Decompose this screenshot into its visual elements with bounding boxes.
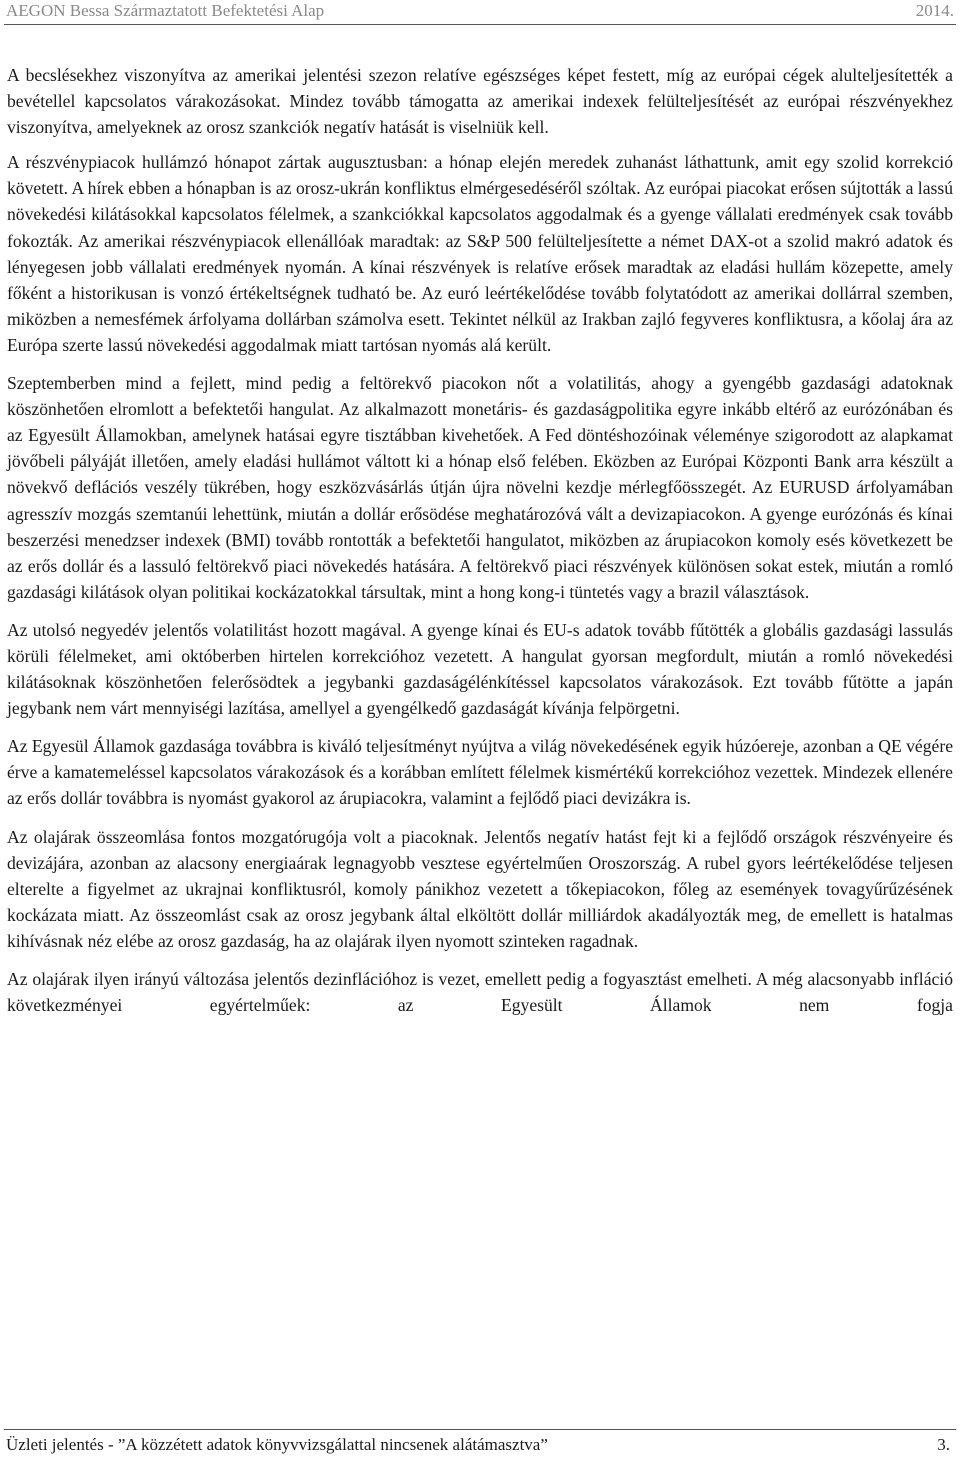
header-divider bbox=[4, 24, 956, 25]
footer-text: Üzleti jelentés - ”A közzétett adatok könyvvizsgálattal nincsenek alátámasztva” bbox=[6, 1435, 548, 1454]
header-year: 2014. bbox=[915, 1, 954, 20]
paragraph-7: Az olajárak ilyen irányú változása jelentős dezinflációhoz is vezet, emellett pedig a fogyasztást emelheti. A még alacsonyabb infláció következményei egyértelműek: az Egyesült Államok nem fogja bbox=[7, 969, 953, 1016]
paragraph-1: A becslésekhez viszonyítva az amerikai jelentési szezon relatíve egészséges képet festett, míg az európai cégek alulteljesítették a bevétellel kapcsolatos várakozásokat. Mindez tovább támogatta az amerikai indexek felülteljesítését az európai részvényekhez viszonyítva, amelyeknek az orosz szankciók negatív hatását is viselniük kell. bbox=[7, 65, 953, 138]
page-footer bbox=[6, 1433, 950, 1457]
paragraph-5: Az Egyesül Államok gazdasága továbbra is kiváló teljesítményt nyújtva a világ növekedésének egyik húzóereje, azonban a QE végére érve a kamatemeléssel kapcsolatos várakozások és a korábban említett félelmek kismértékű korrekcióhoz vezettek. Mindezek ellenére az erős dollár továbbra is nyomást gyakorol az árupiacokra, valamint a fejlődő piaci devizákra is. bbox=[7, 736, 953, 809]
page-header bbox=[6, 0, 954, 26]
footer-divider bbox=[4, 1429, 956, 1430]
body-text bbox=[7, 62, 953, 1030]
paragraph-3: Szeptemberben mind a fejlett, mind pedig a feltörekvő piacokon nőt a volatilitás, ahogy a gyengébb gazdasági adatoknak köszönhetően elromlott a befektetői hangulat. Az alkalmazott monetáris- és gazdaságpolitika egyre inkább eltérő az eurózónában és az Egyesült Államokban, amelynek hatásai egyre tisztábban kivehetőek. A Fed döntéshozóinak véleménye szigorodott az alapkamat jövőbeli pályáját illetően, amely eladási hullámot váltott ki a hónap első felében. Eközben az Európai Központi Bank arra készült a növekvő deflációs veszély tükrében, hogy eszközvásárlás útján újra növelni kezdje mérlegfőösszegét. Az EURUSD árfolyamában agresszív mozgás szemtanúi lehettünk, miután a dollár erősödése meghatározóvá vált a devizapiacokon. A gyenge eurózónás és kínai beszerzési menedzser indexek (BMI) tovább rontották a befektetői hangulatot, miközben az árupiacokon komoly esés következett be az erős dollár és a lassuló feltörekvő piaci növekedés hatására. A feltörekvő piaci részvények különösen sokat estek, miután a romló gazdasági kilátások olyan politikai kockázatokkal társultak, mint a hong kong-i tüntetés vagy a brazil választások. bbox=[7, 373, 953, 602]
page-number: 3. bbox=[937, 1435, 950, 1454]
paragraph-2: A részvénypiacok hullámzó hónapot zártak augusztusban: a hónap elején meredek zuhanást láthattunk, amit egy szolid korrekció követett. A hírek ebben a hónapban is az orosz-ukrán konfliktus elmérgesedéséről szóltak. Az európai piacokat erősen sújtották a lassú növekedési kilátásokkal kapcsolatos félelmek, a szankciókkal kapcsolatos aggodalmak és a gyenge vállalati eredmények csak tovább fokozták. Az amerikai részvénypiacok ellenállóak maradtak: az S&P 500 felülteljesítette a német DAX-ot a szolid makró adatok és lényegesen jobb vállalati eredmények nyomán. A kínai részvények is relatíve erősek maradtak az eladási hullám közepette, amely főként a historikusan is vonzó értékeltségnek tudható be. Az euró leértékelődése tovább folytatódott az amerikai dollárral szemben, miközben a nemesfémek árfolyama dollárban számolva esett. Tekintet nélkül az Irakban zajló fegyveres konfliktusra, a kőolaj ára az Európa szerte lassú növekedési aggodalmak miatt tartósan nyomás alá került. bbox=[7, 152, 953, 355]
header-title: AEGON Bessa Származtatott Befektetési Alap bbox=[6, 1, 325, 20]
paragraph-6: Az olajárak összeomlása fontos mozgatórugója volt a piacoknak. Jelentős negatív hatást fejt ki a fejlődő országok részvényeire és devizájára, azonban az alacsony energiaárak legnagyobb vesztese egyértelműen Oroszország. A rubel gyors leértékelődése teljesen elterelte a figyelmet az ukrajnai konfliktusról, komoly pánikhoz vezetett a tőkepiacokon, főleg az események tovagyűrűzésének kockázata miatt. Az összeomlást csak az orosz jegybank által elköltött dollár milliárdok akadályozták meg, de emellett is hatalmas kihívásnak néz elébe az orosz gazdaság, ha az olajárak ilyen nyomott szinteken ragadnak. bbox=[7, 826, 953, 951]
paragraph-4: Az utolsó negyedév jelentős volatilitást hozott magával. A gyenge kínai és EU-s adatok tovább fűtötték a globális gazdasági lassulás körüli félelmeket, ami októberben hirtelen korrekcióhoz vezetett. A hangulat gyorsan megfordult, miután a romló növekedési kilátásoknak köszönhetően felerősödtek a jegybanki gazdaságélénkítéssel kapcsolatos várakozások. Ezt tovább fűtötte a japán jegybank nem várt mennyiségi lazítása, amellyel a gyengélkedő gazdaságát kívánja felpörgetni. bbox=[7, 619, 953, 719]
